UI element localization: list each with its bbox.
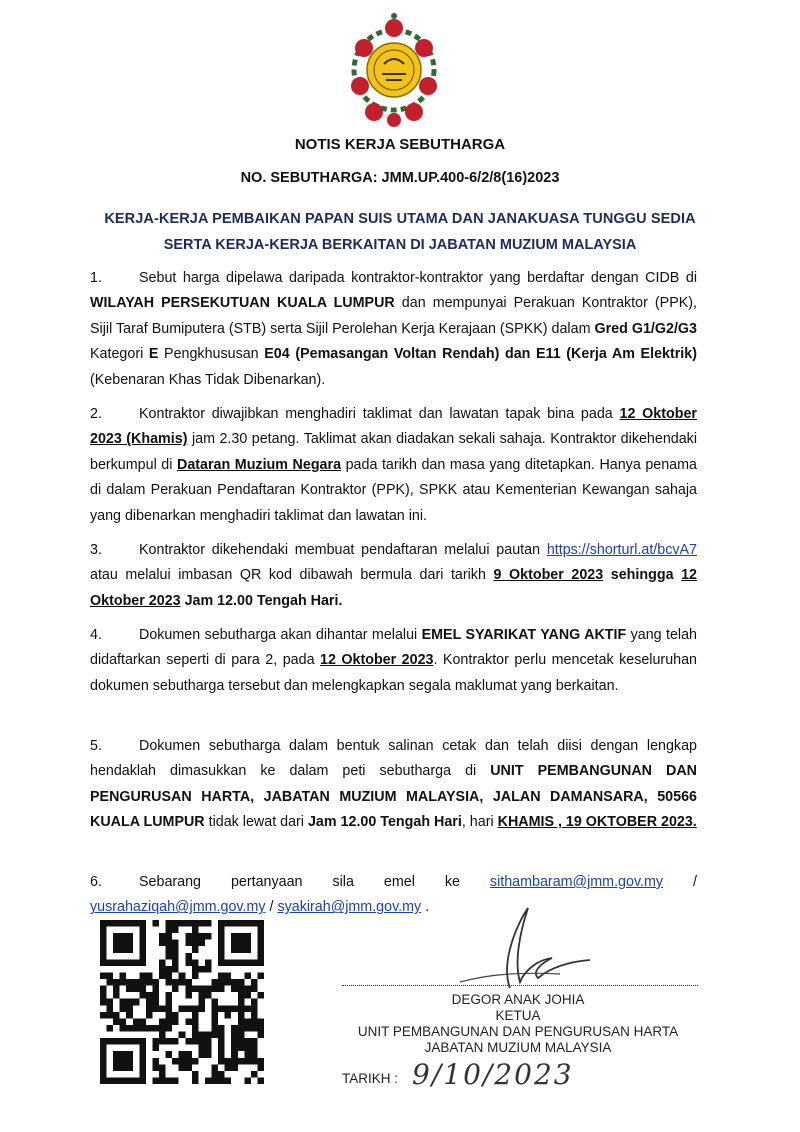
paragraph-3 bbox=[90, 538, 697, 614]
specialization-text: E04 (Pemasangan Voltan Rendah) dan E11 (Kerja Am Elektrik) bbox=[264, 346, 697, 363]
subject-line-2: SERTA KERJA-KERJA BERKAITAN DI JABATAN MUZIUM MALAYSIA bbox=[163, 237, 637, 253]
text: Dokumen sebutharga akan dihantar melalui bbox=[139, 627, 422, 643]
paragraph-number: 6. bbox=[90, 874, 102, 890]
separator: / bbox=[265, 899, 278, 916]
submission-address: UNIT PEMBANGUNAN DAN PENGURUSAN HARTA, JABATAN MUZIUM MALAYSIA, JALAN DAMANSARA, 50566 KUALA LUMPUR bbox=[90, 763, 697, 831]
registration-start-date: 9 Oktober 2023 bbox=[493, 567, 604, 584]
grade-text: Gred G1/G2/G3 bbox=[594, 320, 697, 337]
email-link-yusrahaziqah[interactable]: yusrahaziqah@jmm.gov.my bbox=[90, 899, 266, 916]
text: Sebarang pertanyaan sila emel ke bbox=[139, 874, 490, 890]
document-send-date: 12 Oktober 2023 bbox=[320, 652, 434, 669]
department-crest-logo bbox=[346, 12, 442, 130]
text: dan mempunyai Perakuan Kontraktor (PPK), Sijil Taraf Bumiputera (STB) serta Sijil Perolehan Kerja Kerajaan (SPKK) dalam bbox=[90, 295, 698, 337]
text: Pengkhususan bbox=[158, 346, 265, 363]
paragraph-5 bbox=[90, 734, 697, 836]
paragraph-number: 2. bbox=[90, 406, 102, 422]
deadline-date: KHAMIS , 19 OKTOBER 2023. bbox=[497, 814, 697, 831]
handwritten-date: 9/10/2023 bbox=[412, 1058, 574, 1091]
briefing-date: 12 Oktober 2023 (Khamis) bbox=[90, 406, 697, 448]
paragraph-number: 3. bbox=[90, 542, 102, 558]
meeting-location: Dataran Muzium Negara bbox=[177, 456, 342, 473]
text: yang telah didaftarkan seperti di para 2, pada bbox=[90, 627, 697, 669]
registration-qr-code[interactable] bbox=[100, 920, 264, 1084]
paragraph-number: 1. bbox=[90, 270, 102, 286]
paragraph-6 bbox=[90, 870, 697, 921]
text: . Kontraktor perlu mencetak keseluruhan dokumen sebutharga tersebut dan melengkapkan segala maklumat yang berkaitan. bbox=[90, 652, 697, 694]
location-text: WILAYAH PERSEKUTUAN KUALA LUMPUR bbox=[90, 295, 395, 312]
category-text: E bbox=[148, 346, 159, 363]
text: atau melalui imbasan QR kod dibawah bermula dari tarikh bbox=[90, 567, 494, 584]
text: (Kebenaran Khas Tidak Dibenarkan). bbox=[90, 371, 326, 388]
text: Dokumen sebutharga dalam bentuk salinan cetak dan telah diisi dengan lengkap hendaklah dimasukkan ke dalam peti sebutharga di bbox=[90, 738, 697, 780]
email-link-sithambaram[interactable]: sithambaram@jmm.gov.my bbox=[489, 874, 664, 890]
text: Kategori bbox=[90, 346, 149, 363]
text: Kontraktor diwajibkan menghadiri taklimat dan lawatan tapak bina pada bbox=[139, 406, 620, 422]
text: , hari bbox=[461, 814, 498, 831]
text: Sebut harga dipelawa daripada kontraktor-kontraktor yang berdaftar dengan CIDB di bbox=[139, 270, 697, 286]
quotation-reference: NO. SEBUTHARGA: JMM.UP.400-6/2/8(16)2023 bbox=[240, 170, 560, 186]
paragraph-number: 5. bbox=[90, 738, 102, 754]
registration-link[interactable]: https://shorturl.at/bcvA7 bbox=[546, 542, 697, 558]
paragraph-2 bbox=[90, 402, 697, 529]
subject-line-1: KERJA-KERJA PEMBAIKAN PAPAN SUIS UTAMA DAN JANAKUASA TUNGGU SEDIA bbox=[104, 211, 696, 227]
notice-title: NOTIS KERJA SEBUTHARGA bbox=[294, 136, 506, 153]
paragraph-1 bbox=[90, 266, 697, 393]
signatory-name: DEGOR ANAK JOHIA bbox=[451, 992, 585, 1007]
text: tidak lewat dari bbox=[204, 814, 308, 831]
email-link-syakirah[interactable]: syakirah@jmm.gov.my bbox=[277, 899, 422, 916]
text: pada tarikh dan masa yang ditetapkan. Hanya penama di dalam Perakuan Pendaftaran Kontraktor (PPK), SPKK atau Kementerian Kewangan sahaja yang dibenarkan menghadiri taklimat dan lawatan ini. bbox=[90, 456, 697, 524]
deadline-time: Jam 12.00 Tengah Hari bbox=[307, 814, 462, 831]
text: . bbox=[421, 899, 430, 916]
text: jam 2.30 petang. Taklimat akan diadakan sekali sahaja. Kontraktor dikehendaki berkumpul di bbox=[90, 431, 697, 473]
paragraph-4 bbox=[90, 623, 697, 699]
registration-end-date: 12 Oktober 2023 bbox=[90, 567, 698, 609]
text: Kontraktor dikehendaki membuat pendaftaran melalui pautan bbox=[139, 542, 547, 558]
signatory-unit: UNIT PEMBANGUNAN DAN PENGURUSAN HARTA bbox=[357, 1024, 679, 1039]
signature-image bbox=[440, 902, 600, 992]
paragraph-number: 4. bbox=[90, 627, 102, 643]
email-requirement: EMEL SYARIKAT YANG AKTIF bbox=[421, 627, 627, 643]
signatory-department: JABATAN MUZIUM MALAYSIA bbox=[424, 1040, 612, 1055]
signature-line bbox=[342, 985, 698, 986]
separator: / bbox=[663, 874, 697, 890]
signatory-position: KETUA bbox=[495, 1008, 541, 1023]
date-label: TARIKH : bbox=[342, 1071, 399, 1086]
text: sehingga bbox=[603, 567, 682, 584]
registration-end-time: Jam 12.00 Tengah Hari. bbox=[180, 592, 343, 609]
